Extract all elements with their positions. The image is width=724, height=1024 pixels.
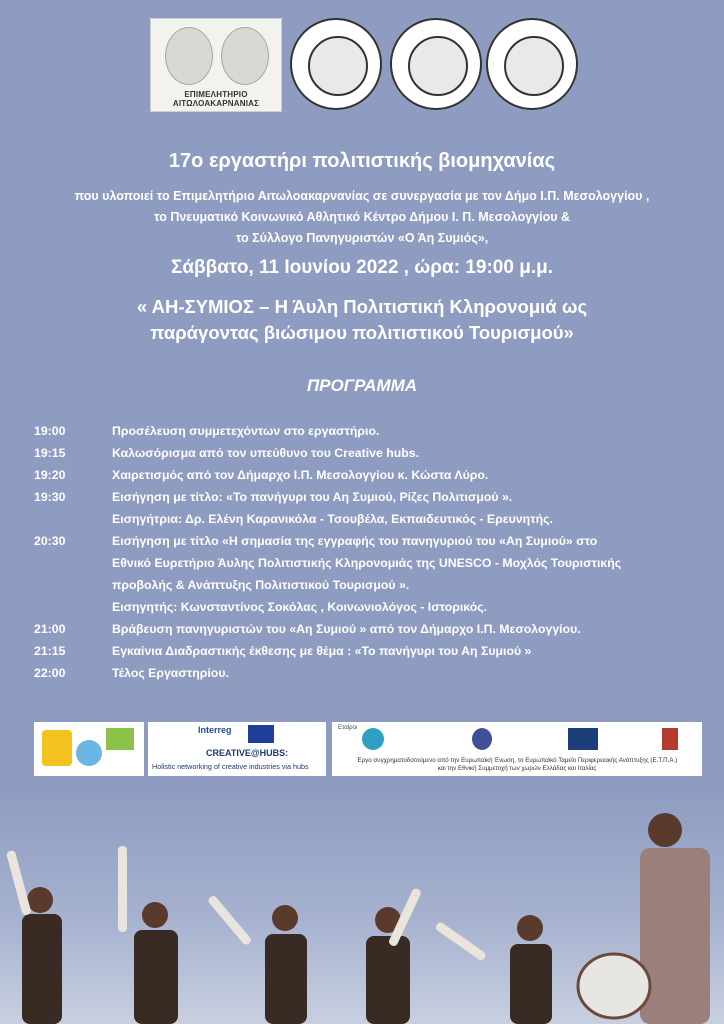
municipality-emblem-icon bbox=[308, 36, 368, 96]
program-row bbox=[34, 442, 704, 464]
program-text: Εισηγήτρια: Δρ. Ελένη Καρανικόλα - Τσουβέλα, Εκπαιδευτικός - Ερευνητής. bbox=[112, 512, 553, 526]
dancers-illustration bbox=[0, 790, 724, 1024]
interreg-label: Interreg bbox=[198, 725, 232, 735]
event-title: 17ο εργαστήρι πολιτιστικής βιομηχανίας bbox=[168, 150, 556, 172]
subtitle-line: παράγοντας βιώσιμου πολιτιστικού Τουρισμού» bbox=[150, 322, 574, 343]
program-text: Εισήγηση με τίτλο: «Το πανήγυρι του Αη Συμιού, Ρίζες Πολιτισμού ». bbox=[112, 490, 513, 504]
chamber-logo-caption: ΕΠΙΜΕΛΗΤΗΡΙΟ ΑΙΤΩΛΟΑΚΑΡΝΑΝΙΑΣ bbox=[172, 90, 260, 108]
circle-shape-icon bbox=[76, 740, 102, 766]
program-time: 19:00 bbox=[34, 424, 66, 438]
program-time: 21:15 bbox=[34, 644, 66, 658]
regione-puglia-icon bbox=[662, 728, 678, 750]
program-time: 19:20 bbox=[34, 468, 66, 482]
program-row bbox=[34, 486, 704, 508]
program-heading: ΠΡΟΓΡΑΜΜΑ bbox=[306, 376, 418, 395]
program-text: Εισηγητής: Κωνσταντίνος Σοκόλας , Κοινωνιολόγος - Ιστορικός. bbox=[112, 600, 488, 614]
interreg-logo bbox=[148, 722, 326, 776]
program-row bbox=[34, 596, 704, 618]
hellenic-republic-emblem-icon bbox=[472, 728, 492, 750]
program-time: 19:30 bbox=[34, 490, 66, 504]
program-row bbox=[34, 508, 704, 530]
program-list bbox=[34, 420, 704, 684]
program-time: 19:15 bbox=[34, 446, 66, 460]
program-time: 20:30 bbox=[34, 534, 66, 548]
eu-flag-icon bbox=[248, 725, 274, 743]
intro-line: που υλοποιεί το Επιμελητήριο Αιτωλοακαρνανίας σε συνεργασία με τον Δήμο Ι.Π. Μεσολογγίου , bbox=[74, 189, 650, 203]
program-time: 21:00 bbox=[34, 622, 66, 636]
partners-label: Εταίροι bbox=[338, 725, 358, 731]
chamber-logo bbox=[150, 18, 282, 112]
program-time: 22:00 bbox=[34, 666, 66, 680]
association-logo bbox=[486, 18, 578, 110]
intro-line: το Σύλλογο Πανηγυριστών «Ο Άη Συμιός», bbox=[235, 231, 489, 245]
creative-hubs-label: CREATIVE@HUBS: bbox=[206, 748, 289, 758]
coin-seal-icon bbox=[221, 27, 269, 85]
program-text: Προσέλευση συμμετεχόντων στο εργαστήριο. bbox=[112, 424, 380, 438]
program-text: Εισήγηση με τίτλο «Η σημασία της εγγραφής του πανηγυριού του «Αη Συμιού» στο bbox=[112, 534, 598, 548]
partners-strip bbox=[332, 722, 702, 776]
funding-note bbox=[332, 757, 702, 773]
region-western-greece-icon bbox=[362, 728, 384, 750]
subtitle-line: « ΑΗ-ΣΥΜΙΟΣ – Η Άυλη Πολιτιστική Κληρονομιά ως bbox=[136, 296, 588, 317]
program-text: Εγκαίνια Διαδραστικής έκθεσης με θέμα : «Το πανήγυρι του Αη Συμιού » bbox=[112, 644, 532, 658]
program-row bbox=[34, 464, 704, 486]
region-ionian-islands-icon bbox=[568, 728, 598, 750]
creative-hubs-graphic bbox=[34, 722, 144, 776]
program-text: Τέλος Εργαστηρίου. bbox=[112, 666, 229, 680]
program-text: Καλωσόρισμα από τον υπεύθυνο του Creative hubs. bbox=[112, 446, 420, 460]
program-text: προβολής & Ανάπτυξης Πολιτιστικού Τουρισμού ». bbox=[112, 578, 410, 592]
municipality-logo bbox=[290, 18, 382, 110]
program-row bbox=[34, 618, 704, 640]
lightbulb-icon bbox=[42, 730, 72, 766]
program-row bbox=[34, 662, 704, 684]
funding-line: Έργο συγχρηματοδοτούμενο από την Ευρωπαϊκή Ένωση, το Ευρωπαϊκό Ταμείο Περιφερειακής Ανάπτυξης (Ε.Τ.Π.Α.) bbox=[356, 757, 678, 764]
program-row bbox=[34, 640, 704, 662]
intro-line: το Πνευματικό Κοινωνικό Αθλητικό Κέντρο Δήμου Ι. Π. Μεσολογγίου & bbox=[153, 210, 570, 224]
block-shape-icon bbox=[106, 728, 134, 750]
event-subtitle bbox=[0, 294, 724, 346]
program-row bbox=[34, 530, 704, 552]
program-row bbox=[34, 420, 704, 442]
association-emblem-icon bbox=[504, 36, 564, 96]
funding-line: και την Εθνική Συμμετοχή των χωρών Ελλάδας και Ιταλίας bbox=[437, 765, 597, 772]
event-intro bbox=[0, 186, 724, 249]
program-text: Εθνικό Ευρετήριο Άυλης Πολιτιστικής Κληρονομιάς της UNESCO - Μοχλός Τουριστικής bbox=[112, 556, 622, 570]
event-date: Σάββατο, 11 Ιουνίου 2022 , ώρα: 19:00 μ.μ. bbox=[170, 257, 554, 278]
program-row bbox=[34, 552, 704, 574]
program-row bbox=[34, 574, 704, 596]
program-text: Χαιρετισμός από τον Δήμαρχο Ι.Π. Μεσολογγίου κ. Κώστα Λύρο. bbox=[112, 468, 489, 482]
dancers-photo bbox=[0, 790, 724, 1024]
program-text: Βράβευση πανηγυριστών του «Αη Συμιού » από τον Δήμαρχο Ι.Π. Μεσολογγίου. bbox=[112, 622, 581, 636]
cultural-center-logo bbox=[390, 18, 482, 110]
cultural-center-emblem-icon bbox=[408, 36, 468, 96]
creative-hubs-tagline: Holistic networking of creative industries via hubs bbox=[152, 762, 309, 771]
coin-seal-icon bbox=[165, 27, 213, 85]
logo-strip bbox=[150, 14, 590, 114]
